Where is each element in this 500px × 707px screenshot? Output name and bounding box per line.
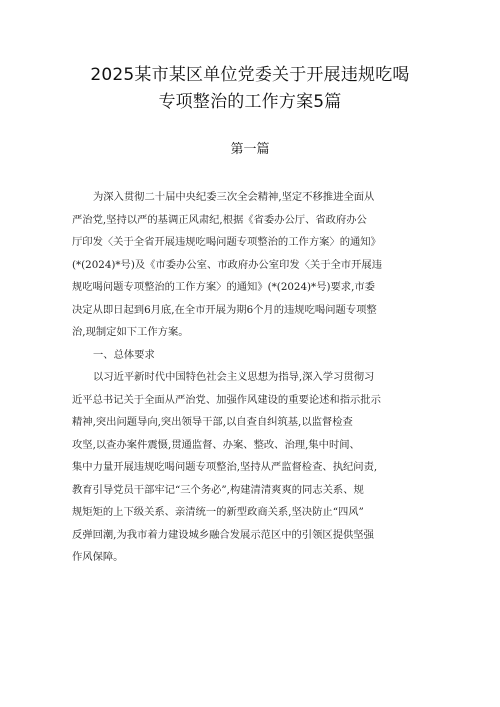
document-body (72, 186, 428, 569)
paragraph-general-requirements (72, 366, 428, 569)
text-line: 治,现制定如下工作方案。 (72, 326, 189, 338)
text-line: 规矩矩的上下级关系、亲清统一的新型政商关系,坚决防止“四风” (72, 506, 364, 518)
text-line: 以习近平新时代中国特色社会主义思想为指导,深入学习贯彻习 (93, 371, 375, 383)
document-title (72, 62, 428, 116)
text-line: 规吃喝问题专项整治的工作方案〉的通知》(*(2024)*号)要求,市委 (72, 281, 375, 293)
title-line-2: 专项整治的工作方案5篇 (158, 92, 342, 112)
text-line: 精神,突出问题导向,突出领导干部,以自查自纠筑基,以监督检查 (72, 416, 353, 428)
text-line: 决定从即日起到6月底,在全市开展为期6个月的违规吃喝问题专项整 (72, 303, 377, 316)
heading-general-requirements: 一、总体要求 (93, 348, 155, 361)
text-line: (*(2024)*号)及《市委办公室、市政府办公室印发〈关于全市开展违 (72, 258, 382, 271)
text-line: 集中力量开展违规吃喝问题专项整治,坚持从严监督检查、执纪问责, (72, 461, 378, 473)
text-line: 教育引导党员干部牢记“三个务必”,构建清清爽爽的同志关系、规 (72, 483, 364, 496)
text-line: 为深入贯彻二十届中央纪委三次全会精神,坚定不移推进全面从 (93, 191, 375, 203)
section-title: 第一篇 (230, 142, 270, 157)
text-line: 攻坚,以查办案件震慑,贯通监督、办案、整改、治理,集中时间、 (72, 438, 360, 451)
paragraph-intro (72, 186, 428, 344)
text-line: 作风保障。 (72, 551, 124, 563)
text-line: 近平总书记关于全面从严治党、加强作风建设的重要论述和指示批示 (72, 393, 381, 406)
text-line: 厅印发〈关于全省开展违规吃喝问题专项整治的工作方案〉的通知》 (72, 236, 381, 248)
title-line-1: 2025某市某区单位党委关于开展违规吃喝 (90, 65, 410, 85)
text-line: 严治党,坚持以严的基调正风肃纪,根据《省委办公厅、省政府办公 (72, 213, 367, 226)
text-line: 反弹回潮,为我市着力建设城乡融合发展示范区中的引领区提供坚强 (72, 528, 374, 541)
